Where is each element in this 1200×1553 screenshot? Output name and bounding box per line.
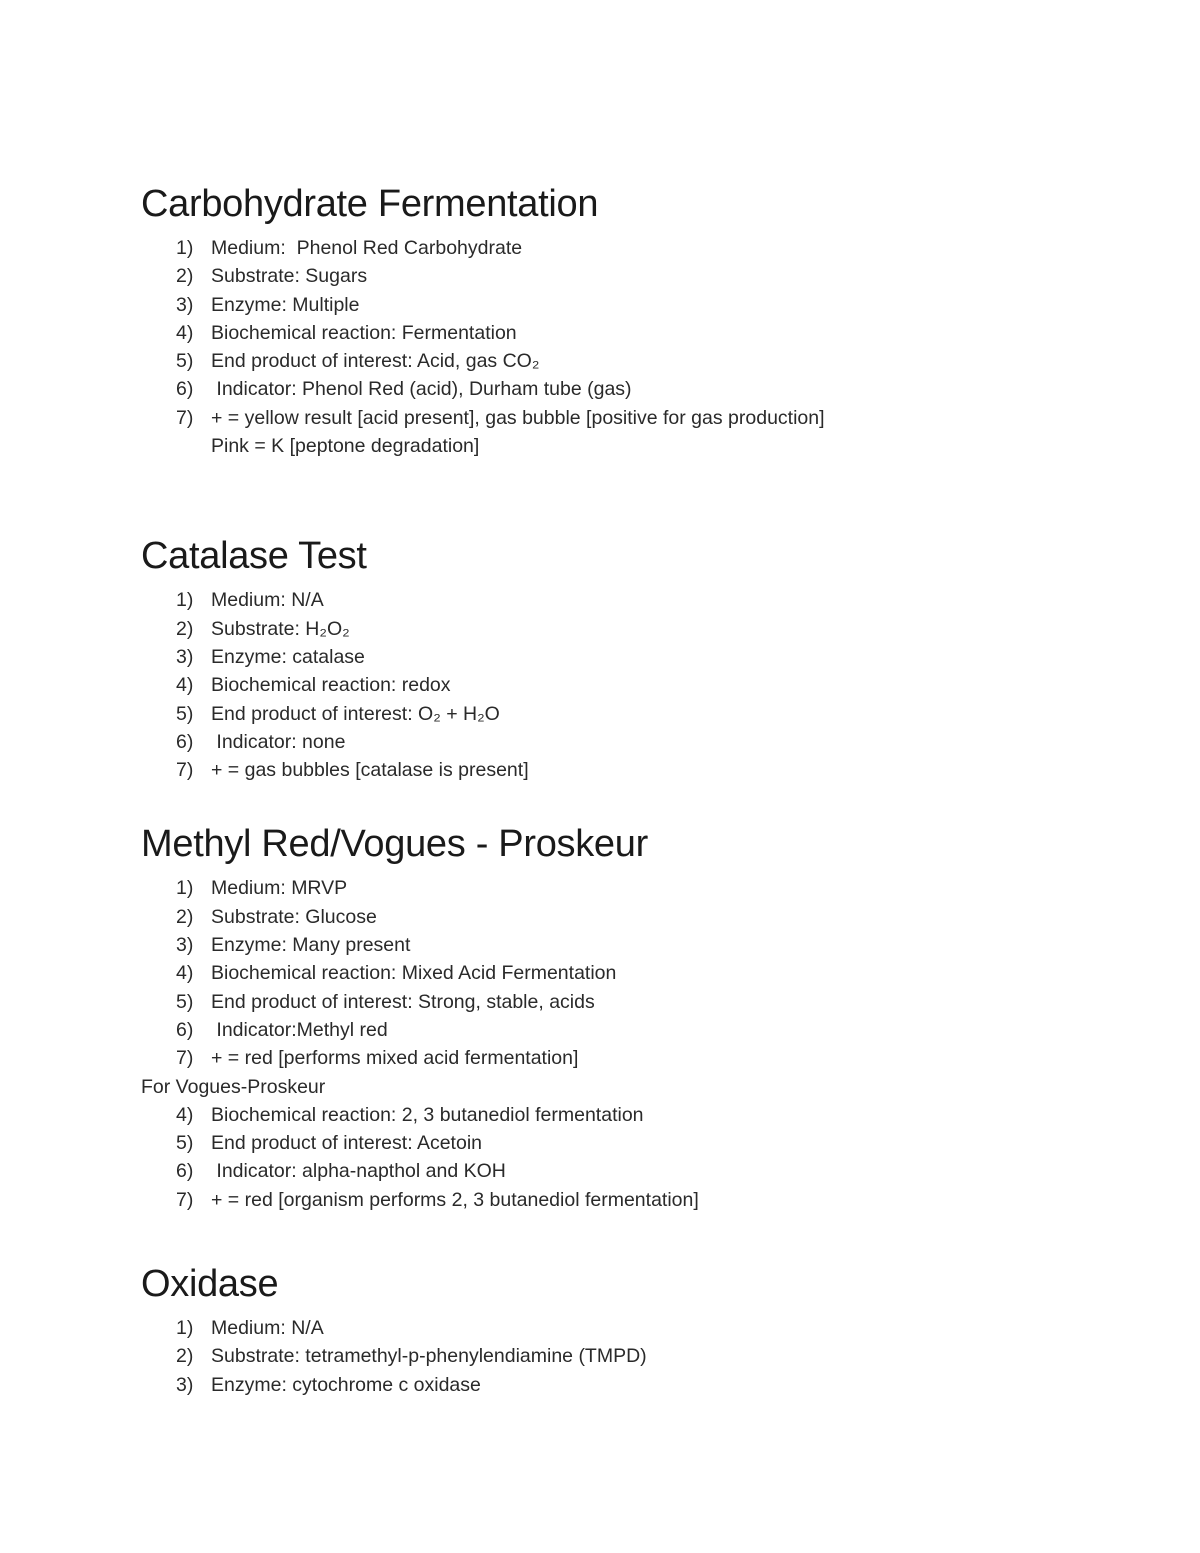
list-item: 4) Biochemical reaction: Fermentation	[176, 321, 517, 344]
list-item: 2) Substrate: H₂O₂	[176, 617, 350, 640]
document-page	[141, 178, 1101, 1399]
list-item: 5) End product of interest: Strong, stable, acids	[176, 990, 595, 1013]
subheading: For Vogues-Proskeur	[141, 1075, 326, 1098]
list-item: 1) Medium: Phenol Red Carbohydrate	[176, 237, 523, 259]
section-catalase-test	[141, 530, 1101, 784]
section-oxidase	[141, 1258, 1101, 1399]
list-item: 7) + = gas bubbles [catalase is present]	[176, 759, 529, 782]
list-item: 3) Enzyme: Multiple	[176, 293, 360, 316]
list-item: 3) Enzyme: cytochrome c oxidase	[176, 1373, 481, 1396]
list-item: 2) Substrate: tetramethyl-p-phenylendiamine (TMPD)	[176, 1345, 647, 1368]
section-title: Oxidase	[141, 1263, 279, 1306]
section-methyl-red-vogues-proskeur	[141, 818, 1101, 1214]
list-item: 4) Biochemical reaction: Mixed Acid Fermentation	[176, 962, 617, 985]
list-item: 6) Indicator:Methyl red	[176, 1018, 388, 1041]
list-item: 7) + = red [organism performs 2, 3 butanediol fermentation]	[176, 1188, 699, 1211]
list-item: 5) End product of interest: Acid, gas CO₂	[176, 350, 540, 373]
section-title: Methyl Red/Vogues - Proskeur	[141, 823, 648, 866]
list-item: 3) Enzyme: Many present	[176, 934, 411, 957]
section-title: Catalase Test	[141, 535, 367, 578]
list-item: 1) Medium: N/A	[176, 589, 324, 612]
list-item: 2) Substrate: Sugars	[176, 265, 368, 288]
list-item: 6) Indicator: alpha-napthol and KOH	[176, 1160, 506, 1183]
list-item: 2) Substrate: Glucose	[176, 905, 377, 928]
list-item: 3) Enzyme: catalase	[176, 645, 365, 668]
list-item: 1) Medium: MRVP	[176, 877, 348, 900]
list-item: 4) Biochemical reaction: 2, 3 butanediol fermentation	[176, 1103, 644, 1126]
list-item: 5) End product of interest: O₂ + H₂O	[176, 702, 500, 725]
list-item: 5) End product of interest: Acetoin	[176, 1132, 483, 1155]
section-title: Carbohydrate Fermentation	[141, 183, 599, 225]
list-item: 4) Biochemical reaction: redox	[176, 674, 451, 697]
list-item-continuation: Pink = K [peptone degradation]	[211, 435, 480, 458]
list-item: 6) Indicator: Phenol Red (acid), Durham tube (gas)	[176, 378, 632, 401]
list-item: 6) Indicator: none	[176, 730, 346, 753]
section-carbohydrate-fermentation	[141, 178, 1101, 460]
list-item: 7) + = yellow result [acid present], gas bubble [positive for gas production]	[176, 406, 825, 429]
list-item: 1) Medium: N/A	[176, 1317, 324, 1340]
list-item: 7) + = red [performs mixed acid fermentation]	[176, 1047, 579, 1070]
